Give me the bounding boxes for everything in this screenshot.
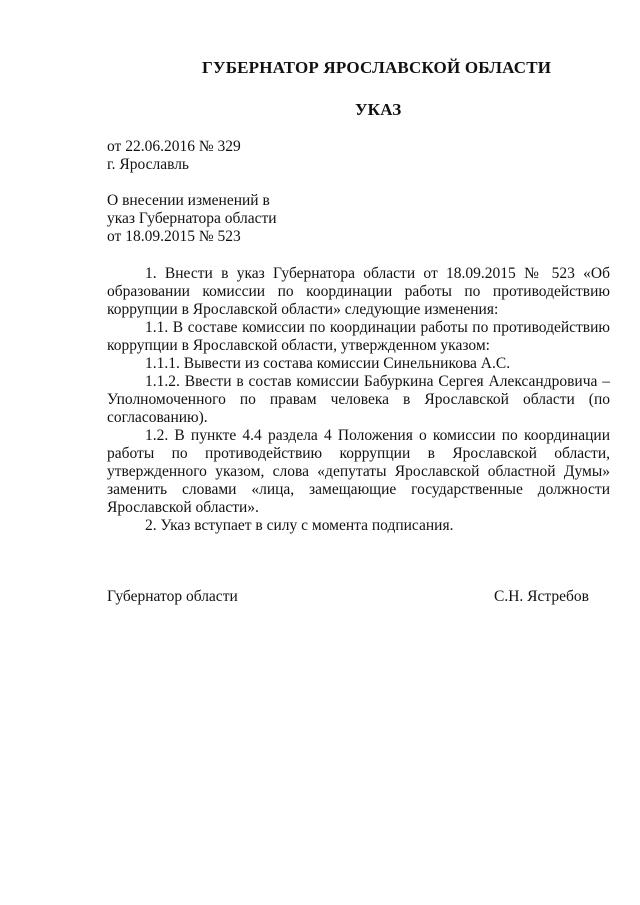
paragraph-2: 2. Указ вступает в силу с момента подписания. — [145, 517, 454, 534]
document-type-text: УКАЗ — [355, 100, 402, 119]
subject-line-1: О внесении изменений в — [107, 192, 270, 209]
paragraph-1-1-2: 1.1.2. Ввести в состав комиссии Бабуркина Сергея Александровича – Уполномоченного по правам человека в Ярославской области (по согласованию). — [107, 373, 610, 426]
subject-line-2: указ Губернатора области — [107, 210, 277, 227]
signature-name: С.Н. Ястребов — [494, 588, 589, 605]
paragraph-1: 1. Внести в указ Губернатора области от 18.09.2015 № 523 «Об образовании комиссии по координации работы по противодействию коррупции в Ярославской области» следующие изменения: — [107, 265, 610, 318]
subject-line-3: от 18.09.2015 № 523 — [107, 228, 241, 245]
paragraph-1-1-1: 1.1.1. Вывести из состава комиссии Синельникова А.С. — [145, 355, 511, 372]
paragraph-1-2: 1.2. В пункте 4.4 раздела 4 Положения о комиссии по координации работы по противодействию коррупции в Ярославской области, утвержденного указом, слова «депутаты Ярославской областной Думы» заменить словами «лица, замещающие государственные должности Ярославской области». — [107, 427, 610, 516]
document-city: г. Ярославль — [107, 156, 189, 173]
signature-position: Губернатор области — [107, 588, 238, 605]
document-date-number: от 22.06.2016 № 329 — [107, 138, 241, 155]
document-body — [107, 265, 610, 535]
issuer-text: ГУБЕРНАТОР ЯРОСЛАВСКОЙ ОБЛАСТИ — [202, 58, 552, 77]
paragraph-1-1: 1.1. В составе комиссии по координации работы по противодействию коррупции в Ярославской области, утвержденном указом: — [107, 319, 610, 354]
